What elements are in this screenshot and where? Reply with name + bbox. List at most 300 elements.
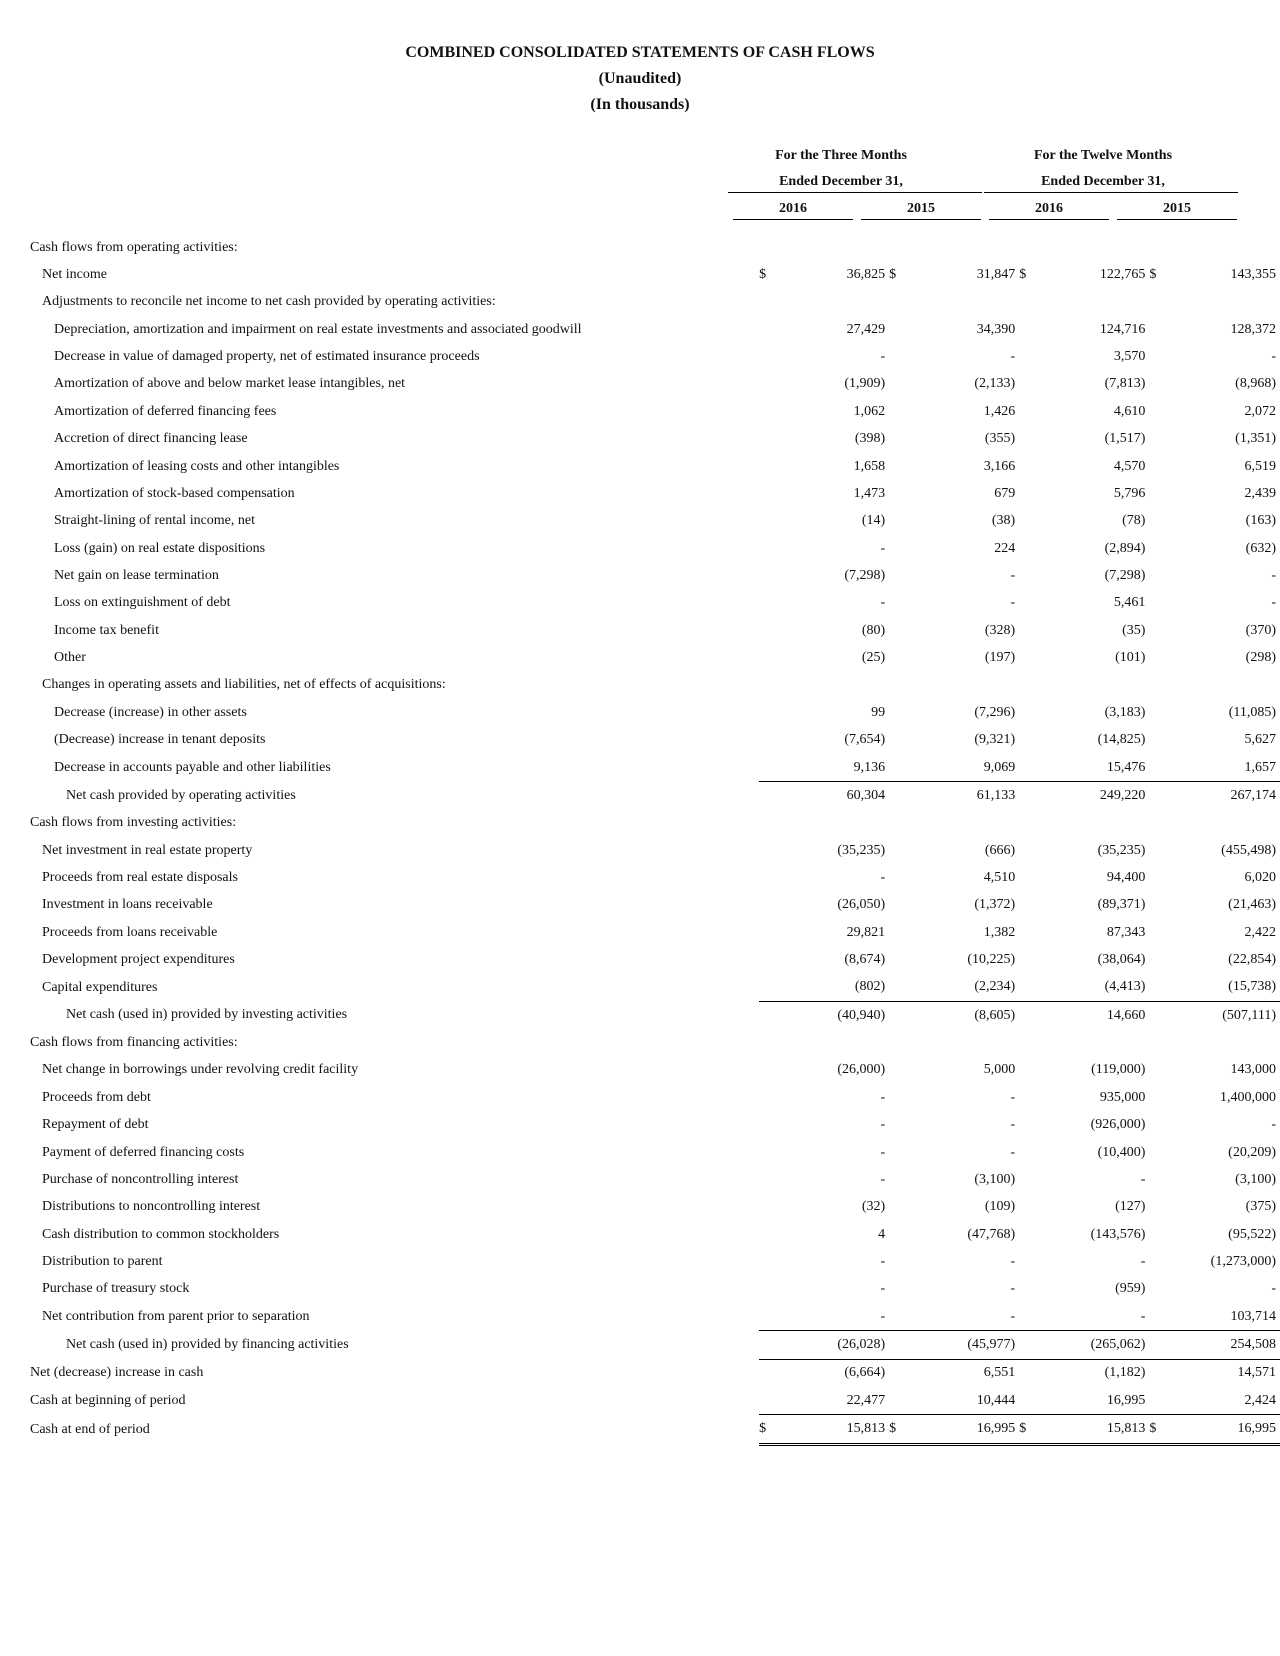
currency-symbol — [1019, 1112, 1048, 1139]
column-year-header: 2016 — [1035, 201, 1063, 216]
statement-title: COMBINED CONSOLIDATED STATEMENTS OF CASH FLOWS — [405, 44, 875, 61]
row-value: (14,825) — [1097, 732, 1146, 748]
currency-symbol — [889, 617, 918, 644]
table-row — [30, 1057, 1280, 1084]
currency-symbol — [889, 453, 918, 480]
currency-symbol — [759, 726, 788, 753]
currency-symbol — [759, 1084, 788, 1111]
currency-symbol — [1149, 398, 1178, 425]
row-value: - — [1271, 567, 1276, 583]
currency-symbol — [889, 892, 918, 919]
currency-symbol — [1019, 1002, 1048, 1030]
row-value: 1,426 — [983, 403, 1016, 419]
row-value: - — [880, 869, 886, 885]
row-value: (7,298) — [1104, 567, 1146, 583]
row-value: (2,894) — [1104, 540, 1146, 556]
row-value: - — [880, 540, 886, 556]
table-row — [30, 946, 1280, 973]
currency-symbol — [759, 946, 788, 973]
currency-symbol — [1019, 480, 1048, 507]
row-value — [1049, 234, 1150, 261]
table-row — [30, 644, 1280, 671]
currency-symbol — [1149, 1359, 1178, 1387]
column-year-rule — [989, 219, 1109, 220]
row-value: (78) — [1122, 513, 1146, 529]
currency-symbol — [1019, 672, 1048, 699]
row-value: (1,351) — [1235, 431, 1276, 447]
row-value: (10,400) — [1097, 1144, 1146, 1160]
currency-symbol — [759, 1166, 788, 1193]
row-value: - — [1271, 1117, 1276, 1133]
row-value: 124,716 — [1099, 321, 1146, 337]
row-value: (9,321) — [974, 732, 1016, 748]
row-value: (328) — [984, 622, 1016, 638]
currency-symbol — [889, 1166, 918, 1193]
row-value: (197) — [984, 650, 1016, 666]
row-value: (143,576) — [1090, 1226, 1146, 1242]
currency-symbol — [759, 864, 788, 891]
row-value — [789, 234, 890, 261]
row-value: (2,133) — [974, 376, 1016, 392]
currency-symbol — [1019, 1359, 1048, 1387]
currency-symbol — [1149, 837, 1178, 864]
row-value: (7,654) — [844, 732, 886, 748]
row-value: - — [789, 1303, 890, 1331]
column-year-header: 2015 — [907, 201, 935, 216]
row-value: 122,765 — [1099, 267, 1146, 283]
currency-symbol — [1149, 617, 1178, 644]
currency-symbol — [1149, 1057, 1178, 1084]
row-value — [1049, 1029, 1150, 1056]
currency-symbol — [759, 699, 788, 726]
row-value: (11,085) — [1228, 704, 1276, 720]
table-row — [30, 1387, 1280, 1415]
row-label: Decrease in value of damaged property, net of estimated insurance proceeds — [54, 349, 480, 365]
column-year-rule — [861, 219, 981, 220]
row-value: (119,000) — [1091, 1062, 1146, 1078]
table-row — [30, 1084, 1280, 1111]
row-value: (45,977) — [919, 1331, 1020, 1359]
currency-symbol — [759, 343, 788, 370]
currency-symbol: $ — [759, 1415, 788, 1444]
row-value: (355) — [984, 431, 1016, 447]
row-label: Distributions to noncontrolling interest — [42, 1199, 261, 1215]
table-row — [30, 1248, 1280, 1275]
row-value: 2,072 — [1244, 403, 1276, 419]
row-label: Net gain on lease termination — [54, 567, 219, 583]
row-value: - — [880, 595, 886, 611]
table-row — [30, 754, 1280, 782]
currency-symbol — [1019, 946, 1048, 973]
statement-units: (In thousands) — [590, 96, 690, 113]
currency-symbol — [889, 1359, 918, 1387]
row-label: Proceeds from loans receivable — [42, 924, 218, 940]
currency-symbol — [1019, 1029, 1048, 1056]
row-value: 31,847 — [976, 267, 1016, 283]
row-value: 3,570 — [1113, 349, 1146, 365]
table-row — [30, 672, 1280, 699]
currency-symbol — [889, 1248, 918, 1275]
currency-symbol — [889, 234, 918, 261]
currency-symbol — [759, 1248, 788, 1275]
row-value: (6,664) — [844, 1365, 886, 1381]
column-group-three-months-line2: Ended December 31, — [779, 174, 903, 189]
row-value — [1179, 234, 1280, 261]
row-value: 14,571 — [1237, 1365, 1276, 1381]
currency-symbol — [1149, 892, 1178, 919]
row-value: - — [880, 1281, 886, 1297]
row-value: (32) — [861, 1199, 886, 1215]
currency-symbol — [1149, 1303, 1178, 1331]
currency-symbol — [1019, 810, 1048, 837]
column-group-twelve-months-line1: For the Twelve Months — [1033, 148, 1173, 163]
row-label: Net investment in real estate property — [42, 842, 253, 858]
currency-symbol — [1149, 1002, 1178, 1030]
currency-symbol — [1019, 508, 1048, 535]
row-value: 935,000 — [1099, 1089, 1146, 1105]
row-value: 22,477 — [789, 1387, 890, 1415]
column-group-rule — [984, 192, 1238, 193]
row-value: 2,439 — [1244, 485, 1276, 501]
row-value: (375) — [1245, 1199, 1276, 1215]
row-label: Cash distribution to common stockholders — [42, 1226, 280, 1242]
row-value: (80) — [861, 622, 886, 638]
row-label: Cash at end of period — [30, 1421, 150, 1437]
currency-symbol — [1149, 371, 1178, 398]
currency-symbol — [1019, 316, 1048, 343]
row-value: - — [1010, 595, 1016, 611]
row-value: (3,100) — [1235, 1171, 1276, 1187]
row-value — [789, 289, 890, 316]
currency-symbol — [1019, 1303, 1048, 1331]
currency-symbol — [1019, 1057, 1048, 1084]
currency-symbol — [759, 754, 788, 782]
currency-symbol — [1149, 754, 1178, 782]
currency-symbol — [1149, 316, 1178, 343]
row-label: Net change in borrowings under revolving credit facility — [42, 1062, 359, 1078]
row-label: Distribution to parent — [42, 1253, 163, 1269]
currency-symbol — [889, 426, 918, 453]
row-label: Investment in loans receivable — [42, 897, 213, 913]
currency-symbol — [1019, 1166, 1048, 1193]
row-value: 4,510 — [983, 869, 1016, 885]
row-value: - — [1140, 1171, 1146, 1187]
row-value: 1,062 — [853, 403, 886, 419]
row-label: Payment of deferred financing costs — [42, 1144, 245, 1160]
row-value: (35,235) — [837, 842, 886, 858]
currency-symbol — [1149, 1387, 1178, 1415]
row-value: 34,390 — [976, 321, 1016, 337]
row-value — [1049, 289, 1150, 316]
row-label: Depreciation, amortization and impairment on real estate investments and associated goodwill — [54, 321, 582, 337]
row-value: 267,174 — [1230, 787, 1276, 803]
currency-symbol — [759, 644, 788, 671]
row-label: Cash flows from financing activities: — [30, 1035, 238, 1051]
currency-symbol — [1149, 1166, 1178, 1193]
row-value: - — [880, 1089, 886, 1105]
currency-symbol — [1149, 343, 1178, 370]
row-value: (507,111) — [1222, 1007, 1276, 1023]
column-year-rule — [1117, 219, 1237, 220]
row-value: - — [1049, 1303, 1150, 1331]
currency-symbol — [1019, 371, 1048, 398]
row-label: Income tax benefit — [54, 622, 159, 638]
table-row — [30, 699, 1280, 726]
currency-symbol — [1149, 1248, 1178, 1275]
currency-symbol — [889, 1139, 918, 1166]
currency-symbol — [1149, 726, 1178, 753]
column-group-three-months-line1: For the Three Months — [775, 148, 907, 163]
row-value: (3,100) — [974, 1171, 1016, 1187]
currency-symbol — [1149, 426, 1178, 453]
row-value: 249,220 — [1099, 787, 1146, 803]
table-row — [30, 1166, 1280, 1193]
currency-symbol — [759, 289, 788, 316]
row-value: - — [1010, 349, 1016, 365]
table-row — [30, 726, 1280, 753]
row-value: - — [1271, 1281, 1276, 1297]
currency-symbol — [759, 1303, 788, 1331]
currency-symbol — [1019, 919, 1048, 946]
row-label: Net (decrease) increase in cash — [30, 1365, 204, 1381]
row-value: (370) — [1245, 622, 1276, 638]
row-label: Net contribution from parent prior to separation — [42, 1308, 310, 1324]
row-value: (8,968) — [1235, 376, 1276, 392]
currency-symbol — [889, 1029, 918, 1056]
row-value: 9,136 — [789, 754, 890, 782]
currency-symbol — [889, 919, 918, 946]
row-value: (163) — [1245, 513, 1276, 529]
row-value: (89,371) — [1097, 897, 1146, 913]
row-value: (38,064) — [1097, 952, 1146, 968]
row-value: 5,461 — [1113, 595, 1146, 611]
currency-symbol — [1019, 1387, 1048, 1415]
currency-symbol — [1019, 644, 1048, 671]
currency-symbol — [1149, 1276, 1178, 1303]
currency-symbol — [1149, 699, 1178, 726]
table-row — [30, 782, 1280, 810]
row-value: (15,738) — [1179, 974, 1280, 1002]
currency-symbol — [1019, 617, 1048, 644]
row-value: 1,658 — [853, 458, 886, 474]
row-label: Decrease (increase) in other assets — [54, 704, 247, 720]
currency-symbol — [759, 480, 788, 507]
currency-symbol — [889, 726, 918, 753]
currency-symbol — [1149, 1139, 1178, 1166]
row-value: 15,813 — [1049, 1415, 1150, 1444]
row-value: - — [880, 349, 886, 365]
row-value: 16,995 — [1049, 1387, 1150, 1415]
table-row — [30, 289, 1280, 316]
currency-symbol — [759, 508, 788, 535]
currency-symbol — [759, 1029, 788, 1056]
row-value: 1,400,000 — [1220, 1089, 1276, 1105]
currency-symbol — [1019, 1139, 1048, 1166]
currency-symbol — [889, 371, 918, 398]
currency-symbol — [1149, 864, 1178, 891]
row-value: 143,000 — [1230, 1062, 1276, 1078]
column-year-header: 2015 — [1163, 201, 1191, 216]
currency-symbol — [1149, 508, 1178, 535]
row-value: 4,610 — [1113, 403, 1146, 419]
row-value: (265,062) — [1049, 1331, 1150, 1359]
row-value: (35) — [1122, 622, 1146, 638]
row-value: (3,183) — [1104, 704, 1146, 720]
currency-symbol — [1019, 782, 1048, 810]
currency-symbol — [1019, 754, 1048, 782]
currency-symbol — [759, 1331, 788, 1359]
currency-symbol — [759, 371, 788, 398]
row-label: Net cash (used in) provided by financing activities — [66, 1337, 349, 1353]
currency-symbol — [889, 1221, 918, 1248]
currency-symbol — [759, 1359, 788, 1387]
table-row — [30, 234, 1280, 261]
row-value: - — [1271, 595, 1276, 611]
currency-symbol — [889, 562, 918, 589]
row-value: - — [1010, 1281, 1016, 1297]
currency-symbol — [759, 617, 788, 644]
currency-symbol — [889, 398, 918, 425]
row-label: Loss (gain) on real estate dispositions — [54, 540, 266, 556]
currency-symbol — [1019, 453, 1048, 480]
row-value: (35,235) — [1097, 842, 1146, 858]
row-label: Straight-lining of rental income, net — [54, 513, 256, 529]
currency-symbol — [759, 1002, 788, 1030]
row-value: (10,225) — [967, 952, 1016, 968]
row-label: Cash flows from investing activities: — [30, 815, 237, 831]
currency-symbol — [889, 1084, 918, 1111]
row-value: - — [1140, 1253, 1146, 1269]
currency-symbol: $ — [889, 1415, 918, 1444]
row-label: Repayment of debt — [42, 1117, 149, 1133]
row-value: (1,909) — [844, 376, 886, 392]
currency-symbol — [889, 946, 918, 973]
row-value: (8,605) — [974, 1007, 1016, 1023]
row-value: - — [1010, 1089, 1016, 1105]
row-value: 1,473 — [853, 485, 886, 501]
row-value: (666) — [984, 842, 1016, 858]
row-label: Net cash provided by operating activities — [66, 787, 296, 803]
row-value: (26,050) — [837, 897, 886, 913]
table-row — [30, 1415, 1280, 1444]
row-value — [1049, 672, 1150, 699]
row-value: (109) — [984, 1199, 1016, 1215]
row-value: - — [1010, 567, 1016, 583]
row-value: (1,517) — [1104, 431, 1146, 447]
currency-symbol — [1149, 562, 1178, 589]
row-value: (1,372) — [974, 897, 1016, 913]
row-value: 6,519 — [1244, 458, 1276, 474]
table-row — [30, 1221, 1280, 1248]
currency-symbol — [1149, 1084, 1178, 1111]
currency-symbol — [759, 892, 788, 919]
row-value: 5,796 — [1113, 485, 1146, 501]
currency-symbol — [1149, 289, 1178, 316]
row-value — [789, 1029, 890, 1056]
table-row — [30, 398, 1280, 425]
currency-symbol — [1149, 1029, 1178, 1056]
currency-symbol — [759, 782, 788, 810]
row-value: (7,296) — [974, 704, 1016, 720]
column-group-rule — [728, 192, 982, 193]
currency-symbol — [759, 810, 788, 837]
row-value — [789, 810, 890, 837]
row-label: (Decrease) increase in tenant deposits — [54, 732, 266, 748]
currency-symbol — [889, 1057, 918, 1084]
row-value: (802) — [789, 974, 890, 1002]
currency-symbol — [889, 480, 918, 507]
currency-symbol — [759, 535, 788, 562]
row-value — [919, 810, 1020, 837]
currency-symbol — [1019, 289, 1048, 316]
row-value: 1,657 — [1179, 754, 1280, 782]
row-value: 36,825 — [846, 267, 886, 283]
currency-symbol — [1149, 1112, 1178, 1139]
currency-symbol — [1019, 1331, 1048, 1359]
currency-symbol — [1019, 1084, 1048, 1111]
row-value: 4 — [878, 1226, 886, 1242]
table-row — [30, 426, 1280, 453]
currency-symbol — [889, 535, 918, 562]
table-row — [30, 261, 1280, 288]
table-row — [30, 810, 1280, 837]
row-value — [1179, 672, 1280, 699]
currency-symbol — [889, 590, 918, 617]
currency-symbol — [1019, 699, 1048, 726]
row-label: Amortization of above and below market lease intangibles, net — [54, 376, 406, 392]
currency-symbol — [1019, 1194, 1048, 1221]
row-label: Loss on extinguishment of debt — [54, 595, 231, 611]
currency-symbol — [759, 672, 788, 699]
row-label: Decrease in accounts payable and other liabilities — [54, 759, 331, 775]
row-value: 6,551 — [983, 1365, 1016, 1381]
currency-symbol — [759, 1221, 788, 1248]
row-value: - — [880, 1253, 886, 1269]
row-value: - — [1010, 1144, 1016, 1160]
currency-symbol: $ — [1149, 267, 1157, 283]
row-value: (38) — [991, 513, 1016, 529]
row-value: 94,400 — [1106, 869, 1146, 885]
currency-symbol: $ — [759, 267, 767, 283]
row-value: 679 — [994, 485, 1016, 501]
currency-symbol — [1019, 974, 1048, 1002]
column-group-twelve-months-line2: Ended December 31, — [1041, 174, 1165, 189]
row-value: 16,995 — [1179, 1415, 1280, 1444]
column-year-rule — [733, 219, 853, 220]
currency-symbol — [1149, 974, 1178, 1002]
row-value: 1,382 — [983, 924, 1016, 940]
table-row — [30, 590, 1280, 617]
row-value: (47,768) — [967, 1226, 1016, 1242]
row-value — [1179, 810, 1280, 837]
row-label: Other — [54, 650, 86, 666]
currency-symbol — [759, 426, 788, 453]
row-value: 3,166 — [983, 458, 1016, 474]
row-value: (21,463) — [1228, 897, 1276, 913]
row-value: - — [1010, 1117, 1016, 1133]
currency-symbol: $ — [1019, 1415, 1048, 1444]
table-row — [30, 1112, 1280, 1139]
currency-symbol — [889, 508, 918, 535]
currency-symbol — [1149, 590, 1178, 617]
currency-symbol — [759, 1387, 788, 1415]
row-value: - — [880, 1117, 886, 1133]
currency-symbol — [889, 754, 918, 782]
currency-symbol — [1149, 644, 1178, 671]
currency-symbol — [759, 562, 788, 589]
row-value: - — [880, 1171, 886, 1187]
table-row — [30, 974, 1280, 1002]
